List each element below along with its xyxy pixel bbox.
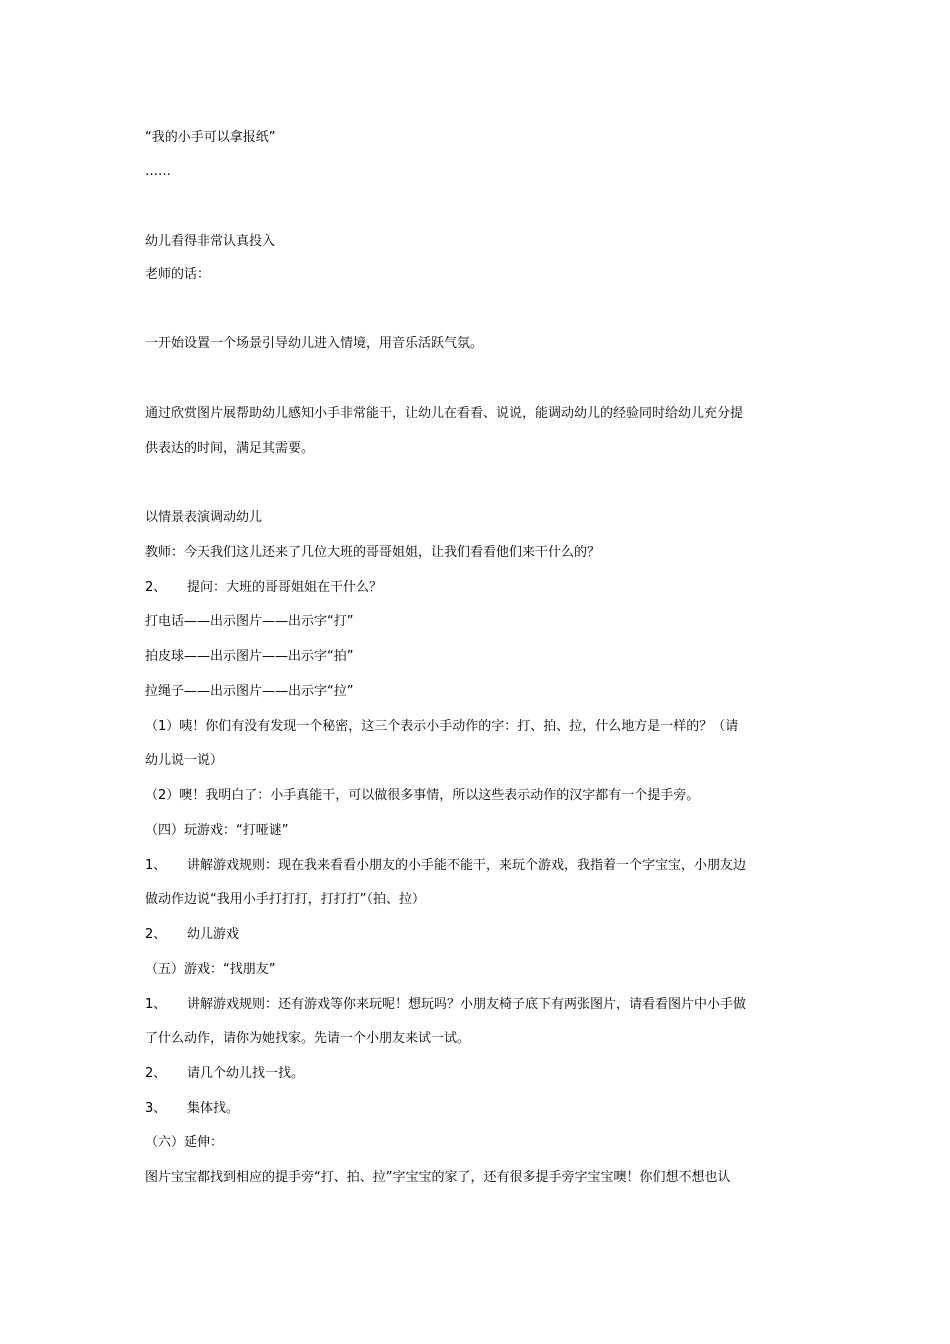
text-line: 做动作边说“我用小手打打打，打打打”（拍、拉） (145, 892, 425, 907)
numbered-item (145, 926, 810, 944)
item-number: 3、 (145, 1101, 167, 1116)
numbered-item (145, 1065, 810, 1083)
text-line: （六）延伸： (145, 1135, 224, 1150)
item-number: 1、 (145, 997, 167, 1012)
text-line: 老师的话： (145, 267, 211, 282)
item-text: 集体找。 (187, 1101, 240, 1116)
text-line: 教师：今天我们这儿还来了几位大班的哥哥姐姐，让我们看看他们来干什么的？ (145, 545, 601, 560)
text-line: 幼儿看得非常认真投入 (145, 234, 276, 249)
text-line: （四）玩游戏：“打哑谜” (145, 823, 289, 838)
text-line: （1）咦！你们有没有发现一个秘密，这三个表示小手动作的字：打、拍、拉，什么地方是一样的？（请 (145, 719, 739, 734)
text-line: （2）噢！我明白了：小手真能干，可以做很多事情，所以这些表示动作的汉字都有一个提手旁。 (145, 788, 700, 803)
item-text: 请几个幼儿找一找。 (187, 1066, 305, 1081)
text-line: 了什么动作，请你为她找家。先请一个小朋友来试一试。 (145, 1031, 471, 1046)
text-line: 拉绳子——出示图片——出示字“拉” (145, 684, 354, 699)
numbered-item (145, 1100, 810, 1118)
text-line: 以情景表演调动幼儿 (145, 510, 263, 525)
text-line: 通过欣赏图片展帮助幼儿感知小手非常能干，让幼儿在看看、说说，能调动幼儿的经验同时给幼儿充分提 (145, 406, 744, 421)
text-line: 幼儿说一说） (145, 753, 224, 768)
numbered-item (145, 579, 810, 597)
text-line: （五）游戏：“找朋友” (145, 962, 276, 977)
text-line: 一开始设置一个场景引导幼儿进入情境，用音乐活跃气氛。 (145, 336, 484, 351)
text-line: 拍皮球——出示图片——出示字“拍” (145, 649, 354, 664)
text-line: “我的小手可以拿报纸” (145, 130, 276, 145)
item-text: 幼儿游戏 (187, 927, 240, 942)
item-number: 1、 (145, 858, 167, 873)
item-text: 讲解游戏规则：还有游戏等你来玩呢！想玩吗？小朋友椅子底下有两张图片，请看看图片中小手做 (187, 997, 747, 1012)
item-text: 提问：大班的哥哥姐姐在干什么？ (187, 580, 383, 595)
item-text: 讲解游戏规则：现在我来看看小朋友的小手能不能干，来玩个游戏，我指着一个字宝宝，小朋友边 (187, 858, 747, 873)
text-line: 供表达的时间，满足其需要。 (145, 441, 315, 456)
text-line: …… (145, 164, 171, 179)
numbered-item (145, 996, 810, 1014)
item-number: 2、 (145, 580, 167, 595)
text-line: 图片宝宝都找到相应的提手旁“打、拍、拉”字宝宝的家了，还有很多提手旁字宝宝噢！你们想不想也认 (145, 1170, 731, 1185)
numbered-item (145, 857, 810, 875)
item-number: 2、 (145, 1066, 167, 1081)
item-number: 2、 (145, 927, 167, 942)
text-line: 打电话——出示图片——出示字“打” (145, 614, 354, 629)
